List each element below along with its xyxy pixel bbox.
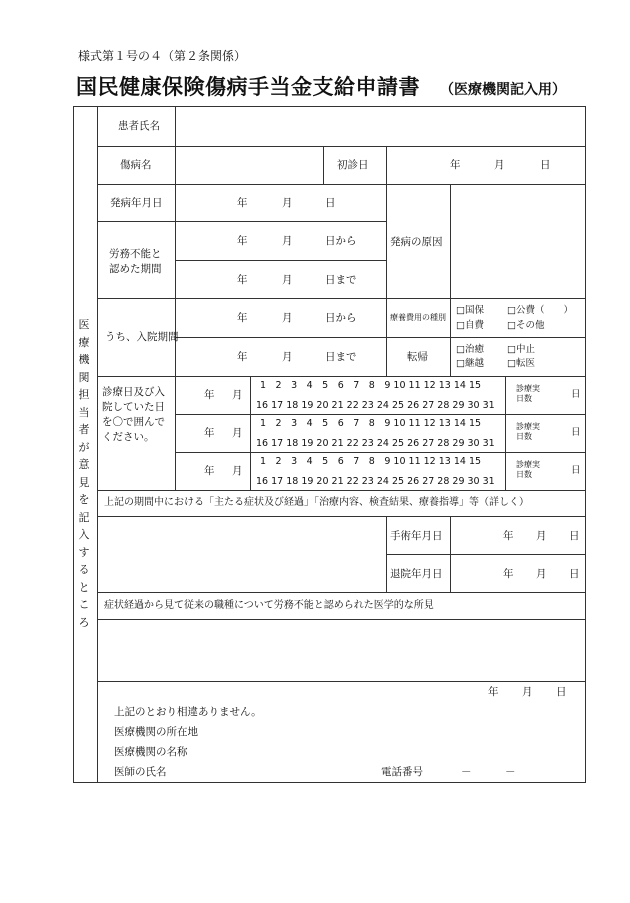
discharge-year: 年	[503, 568, 514, 580]
opinion-field[interactable]	[99, 621, 584, 679]
cal2-month: 月	[232, 427, 243, 439]
form-code: 様式第１号の４（第２条関係）	[78, 49, 247, 63]
cert-statement: 上記のとおり相違ありません。	[114, 706, 262, 718]
cal3-days-row1[interactable]: 1 2 3 4 5 6 7 8 9 10 11 12 13 14 15	[260, 456, 482, 467]
expense-type-label: 療養費用の種別	[390, 313, 446, 322]
injury-name-field[interactable]	[177, 148, 321, 182]
first-visit-day: 日	[540, 159, 551, 171]
option-other[interactable]: □その他	[507, 320, 545, 331]
incapacity-to-month: 月	[282, 274, 293, 286]
injury-name-label: 傷病名	[120, 159, 152, 171]
cal3-days-row2[interactable]: 16 17 18 19 20 21 22 23 24 25 26 27 28 29 30 31	[256, 476, 495, 487]
frame-bottom	[73, 782, 585, 783]
surgery-day: 日	[569, 530, 580, 542]
cal2-days-row1[interactable]: 1 2 3 4 5 6 7 8 9 10 11 12 13 14 15	[260, 418, 482, 429]
cause-label: 発病の原因	[390, 236, 443, 248]
institution-address-label: 医療機関の所在地	[114, 726, 198, 738]
cal3-year: 年	[204, 465, 215, 477]
option-kohi[interactable]: □公費（ ）	[507, 305, 573, 316]
cal1-actual-days-unit: 日	[571, 389, 581, 400]
phone-dash-2: －	[505, 766, 516, 778]
institution-name-label: 医療機関の名称	[114, 746, 188, 758]
cal2-days-row2[interactable]: 16 17 18 19 20 21 22 23 24 25 26 27 28 29 30 31	[256, 438, 495, 449]
hosp-to-month: 月	[282, 351, 293, 363]
visit-days-label: 診療日及び入院していた日を〇で囲んでください。	[102, 386, 165, 443]
form-title: 国民健康保険傷病手当金支給申請書	[76, 75, 420, 99]
cal3-actual-days-label: 診療実日数	[516, 460, 540, 479]
cal1-days-row1[interactable]: 1 2 3 4 5 6 7 8 9 10 11 12 13 14 15	[260, 380, 482, 391]
cal3-actual-days-unit: 日	[571, 465, 581, 476]
surgery-date-label: 手術年月日	[390, 530, 443, 542]
cert-year: 年	[488, 686, 499, 698]
cal1-actual-days-label: 診療実日数	[516, 384, 540, 403]
surgery-month: 月	[536, 530, 547, 542]
incapacity-to-year: 年	[237, 274, 248, 286]
first-visit-label: 初診日	[337, 159, 369, 171]
cert-day: 日	[556, 686, 567, 698]
option-jihi[interactable]: □自費	[456, 320, 484, 331]
cal2-actual-days-label: 診療実日数	[516, 422, 540, 441]
frame-right	[585, 106, 586, 783]
outcome-label: 転帰	[407, 351, 428, 363]
cal2-year: 年	[204, 427, 215, 439]
cert-month: 月	[522, 686, 533, 698]
onset-day: 日	[325, 197, 336, 209]
cal1-days-row2[interactable]: 16 17 18 19 20 21 22 23 24 25 26 27 28 29 30 31	[256, 400, 495, 411]
discharge-month: 月	[536, 568, 547, 580]
cal2-actual-days-unit: 日	[571, 427, 581, 438]
cal1-year: 年	[204, 389, 215, 401]
hosp-from-month: 月	[282, 312, 293, 324]
phone-dash-1: －	[461, 766, 472, 778]
cal1-month: 月	[232, 389, 243, 401]
symptoms-heading: 上記の期間中における「主たる症状及び経過」「治療内容、検査結果、療養指導」等（詳しく）	[104, 497, 529, 508]
option-stopped[interactable]: □中止	[507, 344, 535, 355]
discharge-day: 日	[569, 568, 580, 580]
onset-date-label: 発病年月日	[110, 197, 163, 209]
patient-name-label: 患者氏名	[118, 120, 160, 132]
opinion-heading: 症状経過から見て従来の職種について労務不能と認められた医学的な所見	[104, 600, 434, 611]
incapacity-from-month: 月	[282, 235, 293, 247]
onset-year: 年	[237, 197, 248, 209]
option-cured[interactable]: □治癒	[456, 344, 484, 355]
frame-top	[73, 106, 585, 107]
incapacity-from-year: 年	[237, 235, 248, 247]
option-continued[interactable]: □継越	[456, 358, 484, 369]
side-label: 医療機関担当者が意見を記入するところ	[78, 318, 90, 629]
hosp-from-year: 年	[237, 312, 248, 324]
hosp-from-day: 日から	[325, 312, 357, 324]
cal3-month: 月	[232, 465, 243, 477]
discharge-date-label: 退院年月日	[390, 568, 443, 580]
phone-label: 電話番号	[381, 766, 423, 778]
first-visit-year: 年	[450, 159, 461, 171]
option-kokuho[interactable]: □国保	[456, 305, 484, 316]
incapacity-to-day: 日まで	[325, 274, 357, 286]
hosp-to-day: 日まで	[325, 351, 357, 363]
option-transferred[interactable]: □転医	[507, 358, 535, 369]
incapacity-from-day: 日から	[325, 235, 357, 247]
symptoms-field[interactable]	[99, 518, 384, 590]
incapacity-period-label: 労務不能と認めた期間	[109, 248, 162, 275]
cause-field[interactable]	[452, 186, 583, 296]
hospitalization-label: うち、入院期間	[105, 331, 179, 343]
hosp-to-year: 年	[237, 351, 248, 363]
doctor-name-label: 医師の氏名	[114, 766, 167, 778]
first-visit-month: 月	[494, 159, 505, 171]
form-subtitle: （医療機関記入用）	[440, 82, 566, 98]
surgery-year: 年	[503, 530, 514, 542]
onset-month: 月	[282, 197, 293, 209]
frame-left	[73, 106, 74, 783]
patient-name-field[interactable]	[177, 108, 583, 144]
